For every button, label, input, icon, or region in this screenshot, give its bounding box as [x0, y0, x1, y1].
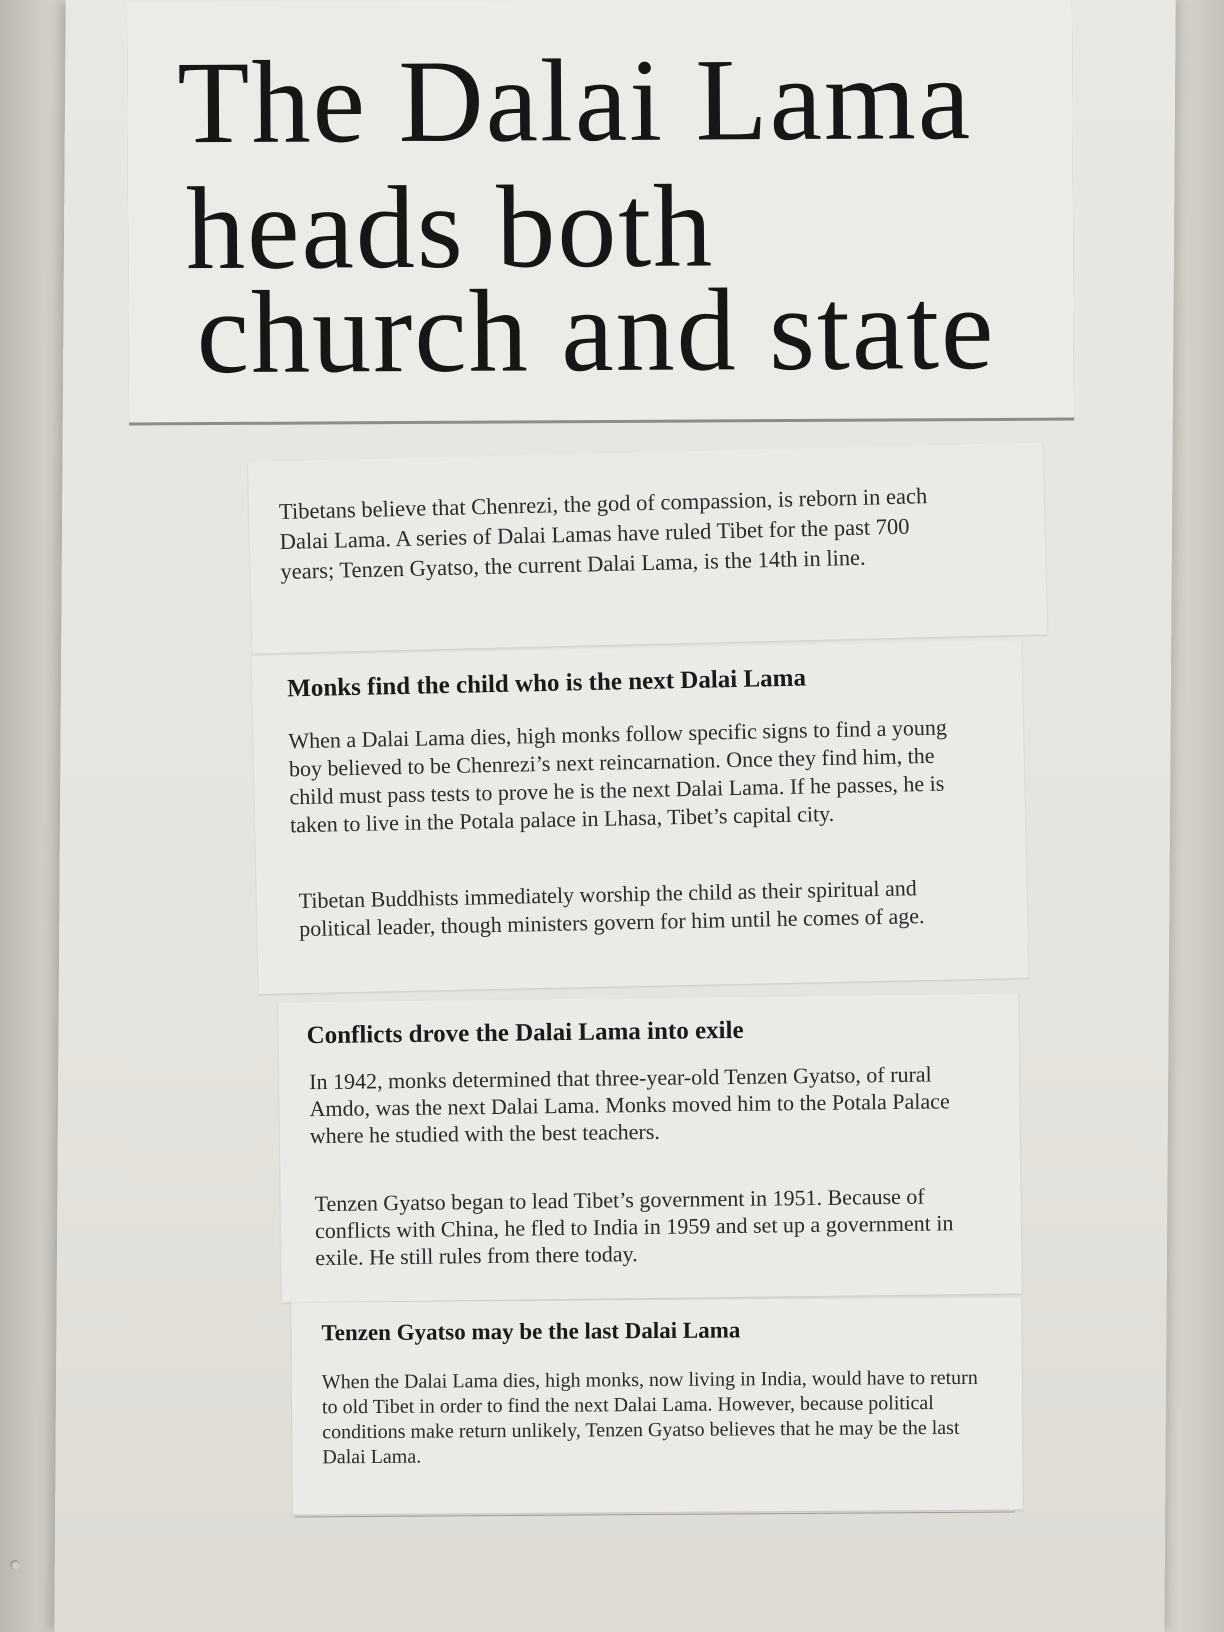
section-1-paragraph-2: Tibetan Buddhists immediately worship the child as their spiritual and political leader, though ministers govern for him until he comes of age.: [298, 875, 925, 942]
section-1-panel: [252, 640, 1029, 994]
section-3-panel: [291, 1297, 1022, 1514]
section-2-paragraph-1: In 1942, monks determined that three-year-old Tenzen Gyatso, of rural Amdo, was the next Dalai Lama. Monks moved him to the Potala Palace where he studied with the best teachers.: [309, 1061, 950, 1149]
title-line-2: heads both: [185, 160, 715, 295]
title-card: [127, 0, 1074, 422]
section-1-paragraph-1: When a Dalai Lama dies, high monks follow specific signs to find a young boy believed to be Chenrezi’s next reincarnation. Once they find him, the child must pass tests to prove he is the next Dalai Lama. If he passes, he is taken to live in the Potala palace in Lhasa, Tibet’s capital city.: [288, 714, 948, 838]
section-1-heading: Monks find the child who is the next Dalai Lama: [286, 664, 807, 703]
title-line-1: The Dalai Lama: [177, 33, 973, 169]
section-3-heading: Tenzen Gyatso may be the last Dalai Lama: [321, 1317, 741, 1346]
intro-panel: [248, 442, 1047, 653]
intro-text: Tibetans believe that Chenrezi, the god of compassion, is reborn in each Dalai Lama. A series of Dalai Lamas have ruled Tibet for the past 700 years; Tenzen Gyatso, the current Dalai Lama, is the 14th in line.: [278, 483, 928, 584]
section-2-paragraph-2: Tenzen Gyatso began to lead Tibet’s government in 1951. Because of conflicts with China, he fled to India in 1959 and set up a government in exile. He still rules from there today.: [314, 1183, 954, 1271]
title-line-3: church and state: [196, 262, 996, 399]
section-3-paragraph: When the Dalai Lama dies, high monks, now living in India, would have to return to old Tibet in order to find the next Dalai Lama. However, because political conditions make return unlikely, Tenzen Gyatso believes that he may be the last Dalai Lama.: [321, 1366, 978, 1469]
wall-screw: [10, 1560, 20, 1570]
section-2-panel: [278, 993, 1022, 1302]
section-2-heading: Conflicts drove the Dalai Lama into exile: [306, 1016, 744, 1050]
